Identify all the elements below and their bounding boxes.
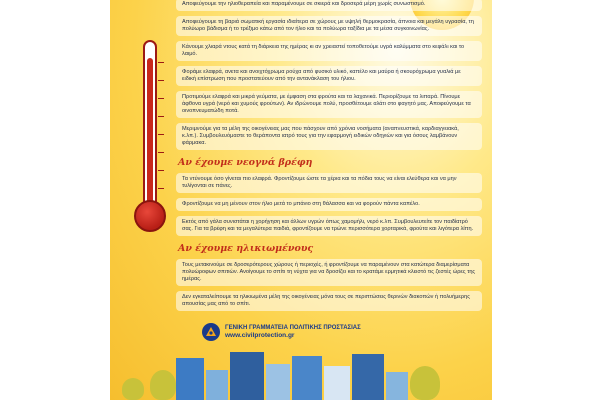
- elderly-item-1: Τους μετακινούμε σε δροσερότερους χώρους ή περιοχές, ή φροντίζουμε να παραμένουν στα κατώτερα διαμερίσματα πολυώροφων σπιτιών. Ανοίγουμε το σπίτι τη νύχτα για να δροσίζει και το κρατάμε ερμητικά κλειστό τις ζεστές ώρες της ημέρας.: [176, 259, 482, 286]
- city-skyline: [110, 350, 492, 400]
- advice-content: [176, 0, 482, 316]
- thermometer-icon: [130, 40, 170, 240]
- top-item-2: Αποφεύγουμε τη βαριά σωματική εργασία ιδιαίτερα σε χώρους με υψηλή θερμοκρασία, άπνοια και μεγάλη υγρασία, τη πολύωρο βάδισμα ή το τρέξιμο κάτω από τον ήλιο και τα πολύωρα ταξίδια με τα μέσα συγκοινωνίας.: [176, 16, 482, 36]
- civil-protection-logo: [202, 323, 361, 341]
- top-item-4: Φοράμε ελαφρά, ανετα και ανοιχτόχρωμα ρούχα από φυσικό υλικό, καπέλο και μαύρα ή σκουρόχρωμα γυαλιά με ειδική επίστρωση που προστατεύουν από την αντανάκλαση του ήλιου.: [176, 66, 482, 86]
- elderly-section-title: Αν έχουμε ηλικιωμένους: [178, 243, 314, 254]
- top-item-1: Αποφεύγουμε την ηλιοθεραπεία και παραμένουμε σε σκιερά και δροσερά μέρη χωρίς συνωστισμό.: [176, 0, 482, 11]
- org-url[interactable]: www.civilprotection.gr: [225, 332, 295, 339]
- infants-section-title: Αν έχουμε νεογνά βρέφη: [178, 157, 313, 168]
- infants-item-1: Τα ντύνουμε όσο γίνεται πιο ελαφρά. Φροντίζουμε ώστε τα χέρια και τα πόδια τους να είναι ελεύθερα και να μην τυλίγονται σε πάνες.: [176, 173, 482, 193]
- infants-item-3: Εκτός από γάλα συνιστάται η χορήγηση και άλλων υγρών όπως χαμομήλι, νερό κ.λπ. Συμβουλευτείτε τον παιδίατρό σας. Για τα βρέφη και τα μεγαλύτερα παιδιά, φροντίζουμε να τρώνε περισσότερα χορταρικά, φρούτα και λιγότερα λίπη.: [176, 216, 482, 236]
- top-item-6: Μεριμνούμε για τα μέλη της οικογένειας μας που πάσχουν από χρόνια νοσήματα (αναπνευστικά, καρδιαγγειακά, κ.λπ.). Συμβουλευόμαστε το θεράποντα ιατρό τους για την εφαρμογή ειδικών οδηγιών και για όσους λαμβάνουν φάρμακα.: [176, 123, 482, 150]
- civil-protection-logo-icon: [202, 323, 220, 341]
- elderly-item-2: Δεν εγκαταλείπουμε τα ηλικιωμένα μέλη της οικογένειας μόνα τους σε περιπτώσεις θερινών διακοπών ή πολυήμερης απουσίας μας από το σπίτι.: [176, 291, 482, 311]
- heatwave-poster: [110, 0, 492, 400]
- top-item-5: Προτιμούμε ελαφρά και μικρά γεύματα, με έμφαση στα φρούτα και τα λαχανικά. Περιορίζουμε τα λιπαρά. Πίνουμε άφθονα υγρά (νερό και χυμούς φρούτων). Αν ιδρώνουμε πολύ, προσθέτουμε αλάτι στο φαγητό μας. Αποφεύγουμε τα οινοπνευματώδη ποτά.: [176, 91, 482, 118]
- org-name: ΓΕΝΙΚΗ ΓΡΑΜΜΑΤΕΙΑ ΠΟΛΙΤΙΚΗΣ ΠΡΟΣΤΑΣΙΑΣ: [225, 325, 361, 331]
- top-item-3: Κάνουμε χλιαρά ντους κατά τη διάρκεια της ημέρας κι αν χρειαστεί τοποθετούμε υγρά καλύμματα στο κεφάλι και το λαιμό.: [176, 41, 482, 61]
- infants-item-2: Φροντίζουμε να μη μένουν στον ήλιο μετά το μπάνιο στη θάλασσα και να φορούν πάντα καπέλο.: [176, 198, 482, 211]
